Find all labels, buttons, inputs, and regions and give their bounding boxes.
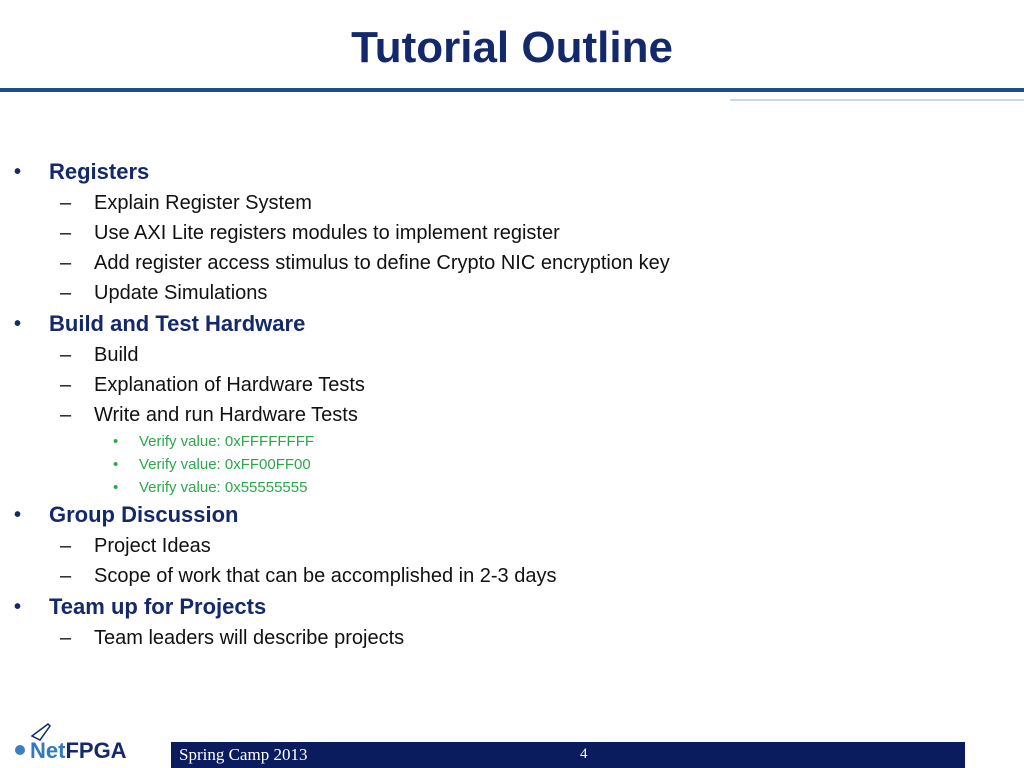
section-heading: Team up for Projects [49, 594, 267, 619]
dash-icon: – [60, 565, 72, 587]
outline-section [0, 591, 1024, 623]
outline-item-label: Write and run Hardware Tests [94, 404, 358, 426]
dash-icon: – [60, 627, 72, 649]
bullet-icon: • [113, 479, 119, 496]
outline-item-label: Scope of work that can be accomplished in 2-3 days [94, 565, 557, 587]
logo-dot [15, 745, 25, 755]
outline-item-label: Build [94, 344, 139, 366]
bullet-icon: • [14, 161, 22, 183]
outline-subitem [0, 453, 1024, 476]
bullet-icon: • [113, 456, 119, 473]
logo-text: NetFPGA [30, 738, 127, 763]
dash-icon: – [60, 404, 72, 426]
outline-item [0, 400, 1024, 430]
outline-subitem [0, 476, 1024, 499]
outline-item [0, 531, 1024, 561]
dash-icon: – [60, 252, 72, 274]
footer-event: Spring Camp 2013 [179, 745, 308, 764]
title-accent-lines [0, 92, 1024, 106]
outline-subitem-label: Verify value: 0xFF00FF00 [139, 456, 311, 473]
outline-subitem-label: Verify value: 0xFFFFFFFF [139, 433, 315, 450]
outline-item [0, 248, 1024, 278]
outline-item [0, 188, 1024, 218]
dash-icon: – [60, 374, 72, 396]
slide-title: Tutorial Outline [351, 23, 673, 72]
bullet-icon: • [14, 313, 22, 335]
page-number: 4 [580, 746, 588, 762]
outline-section [0, 499, 1024, 531]
section-heading: Group Discussion [49, 502, 239, 527]
section-heading: Registers [49, 159, 150, 184]
outline-subitem-label: Verify value: 0x55555555 [139, 479, 308, 496]
outline-item-label: Explanation of Hardware Tests [94, 374, 365, 396]
section-heading: Build and Test Hardware [49, 311, 306, 336]
outline-item [0, 370, 1024, 400]
dash-icon: – [60, 344, 72, 366]
outline-subitem [0, 430, 1024, 453]
outline-item [0, 278, 1024, 308]
footer-bar [171, 742, 965, 768]
dash-icon: – [60, 282, 72, 304]
outline-item-label: Project Ideas [94, 535, 211, 557]
bullet-icon: • [14, 596, 22, 618]
outline-item-label: Update Simulations [94, 282, 268, 304]
outline-list [0, 156, 1024, 653]
outline-item [0, 561, 1024, 591]
outline-item [0, 340, 1024, 370]
dash-icon: – [60, 535, 72, 557]
outline-item-label: Add register access stimulus to define Crypto NIC encryption key [94, 252, 670, 274]
bullet-icon: • [113, 433, 119, 450]
outline-item-label: Use AXI Lite registers modules to implement register [94, 222, 560, 244]
outline-item-label: Team leaders will describe projects [94, 627, 405, 649]
outline-item-label: Explain Register System [94, 192, 312, 214]
outline-section [0, 156, 1024, 188]
outline-section [0, 308, 1024, 340]
outline-item [0, 623, 1024, 653]
bullet-icon: • [14, 504, 22, 526]
netfpga-logo [6, 718, 166, 768]
dash-icon: – [60, 192, 72, 214]
outline-item [0, 218, 1024, 248]
dash-icon: – [60, 222, 72, 244]
